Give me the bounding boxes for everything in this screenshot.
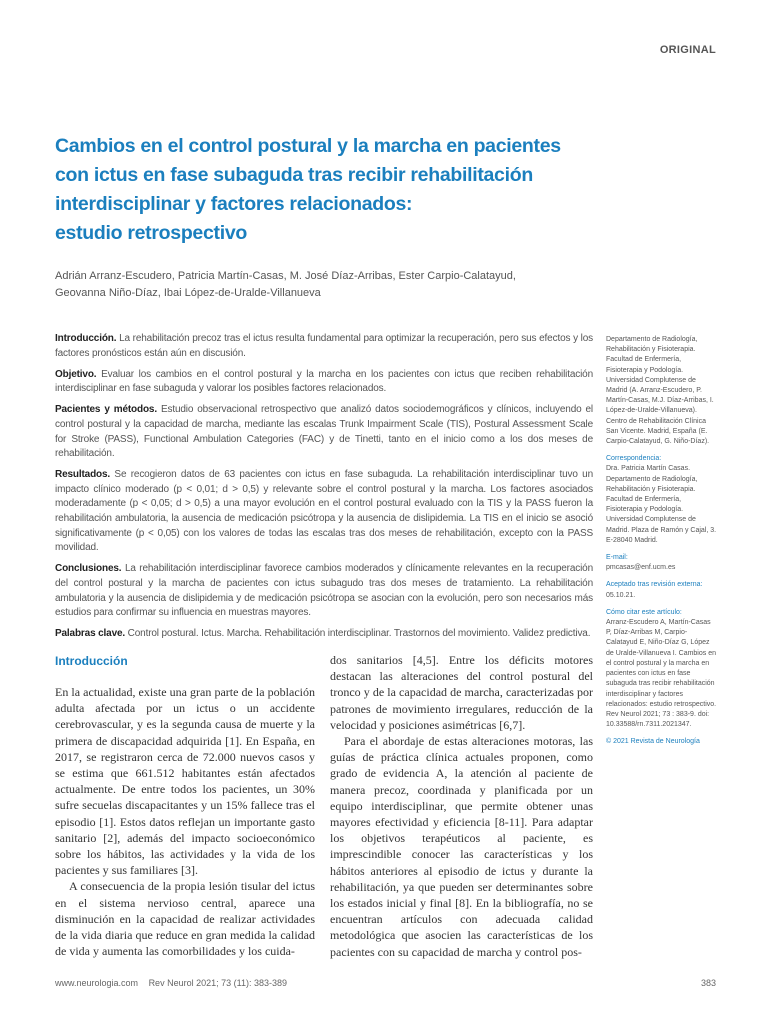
article-sidebar <box>606 335 718 755</box>
intro-heading: Introducción <box>55 654 128 668</box>
author-line: Geovanna Niño-Díaz, Ibai López-de-Uralde-Villanueva <box>55 287 321 299</box>
abstract-text: Se recogieron datos de 63 pacientes con ictus en fase subaguda. La rehabilitación interdisciplinar tuvo un impacto clínico moderado (p < 0,01; d > 0,5) y relevante sobre el control postural y la marcha. Los factores asociados moderadamente (p < 0,05; d > 0,5) a una mayor evolución en el control postural evaluado con la TIS y la PASS fueron la rehabilitación ambulatoria, la ausencia de medicación psicótropa y la ausencia de dislipidemia. La TIS en el inicio se asoció significativamente (p < 0,05) con los valores de todas las escalas tras dos meses de rehabilitación, excepto con la PASS movilidad. <box>55 469 593 554</box>
accepted-date: 05.10.21. <box>606 591 636 599</box>
title-line: con ictus en fase subaguda tras recibir rehabilitación <box>55 164 533 186</box>
section-tag: ORIGINAL <box>659 44 716 56</box>
page-footer <box>55 978 295 988</box>
body-paragraph: dos sanitarios [4,5]. Entre los déficits motores destacan las alteraciones del control postural del tronco y de la capacidad de marcha, caracterizadas por patrones de movimiento irregulares, reducción de la velocidad y posiciones asimétricas [6,7]. <box>330 653 593 732</box>
author-list <box>55 268 575 302</box>
abstract-label: Objetivo. <box>55 368 97 380</box>
article-title <box>55 132 595 248</box>
abstract-label: Pacientes y métodos. <box>55 404 157 416</box>
author-line: Adrián Arranz-Escudero, Patricia Martín-Casas, M. José Díaz-Arribas, Ester Carpio-Calatayud, <box>55 270 516 282</box>
title-line: interdisciplinar y factores relacionados: <box>55 193 413 215</box>
abstract-text: Evaluar los cambios en el control postural y la marcha en los pacientes con ictus que reciben rehabilitación interdisciplinar en fase subaguda y valorar los posibles factores relacionados. <box>55 368 594 395</box>
abstract-conclusions <box>55 562 593 620</box>
abstract-label: Resultados. <box>55 469 111 481</box>
page-number: 383 <box>700 978 716 988</box>
body-paragraph: Para el abordaje de estas alteraciones motoras, las guías de práctica clínica actuales proponen, como grado de evidencia A, la atención al paciente de manera precoz, coordinada y planificada por un equipo interdisciplinar, que permite obtener unas mayores efectividad y eficiencia [8-11]. Para adaptar los objetivos terapéuticos al paciente, es imprescindible conocer las características y los hábitos anteriores al episodio de ictus y durante la rehabilitación, ya que pueden ser determinantes sobre los estados inicial y final [8]. En la bibliografía, no se encuentran artículos con adecuada calidad metodológica que asocien las características de los pacientes con su capacidad de marcha y control pos- <box>330 734 593 959</box>
body-column-right <box>330 652 593 960</box>
citation-block <box>606 608 718 730</box>
abstract-text: Control postural. Ictus. Marcha. Rehabilitación interdisciplinar. Trastornos del movimiento. Validez predictiva. <box>127 628 591 640</box>
abstract-text: La rehabilitación precoz tras el ictus resulta fundamental para optimizar la recuperación, pero sus efectos y los factores pronósticos están aún en discusión. <box>55 333 593 359</box>
abstract-keywords <box>55 627 593 642</box>
journal-citation: Rev Neurol 2021; 73 (11): 383-389 <box>148 978 287 988</box>
abstract-text: Estudio observacional retrospectivo que analizó datos sociodemográficos y clínicos, incluyendo el control postural y la capacidad de marcha, mediante las escalas Trunk Impairment Scale (TIS), Postural Assessment Scale for Stroke (PASS), Functional Ambulation Categories (FAC) y de Tinetti, tanto en el inicio como a los dos meses de rehabilitación. <box>55 404 593 460</box>
title-line: Cambios en el control postural y la marcha en pacientes <box>55 135 561 157</box>
citation-text: Arranz-Escudero A, Martín-Casas P, Díaz-Arribas M, Carpio-Calatayud E, Niño-Díaz G, López de Uralde-Villanueva I. Cambios en el control postural y la marcha en pacientes con ictus en fase subaguda tras recibir rehabilitación interdisciplinar y factores relacionados: estudio retrospectivo. Rev Neurol 2021; 73 : 383-9. doi: 10.33588/rn.7311.2021347. <box>606 619 717 729</box>
abstract-label: Conclusiones. <box>55 563 122 575</box>
body-paragraph: En la actualidad, existe una gran parte de la población adulta afectada por un ictus o un accidente cerebrovascular, y es la segunda causa de muerte y la primera de discapacidad adquirida [1]. En España, en 2017, se registraron cerca de 72.000 nuevos casos y se estima que 661.512 habitantes están afectados actualmente. De entre todos los pacientes, un 30% sufre secuelas discapacitantes y un 15% fallece tras el episodio [1]. Estos datos reflejan un importante gasto sanitario [2], además del impacto socioeconómico sobre los hábitos, las actividades y la vida de los pacientes y sus familiares [3]. <box>55 685 315 878</box>
abstract-introduction <box>55 332 593 361</box>
correspondence <box>606 454 718 546</box>
affiliation: Departamento de Radiología, Rehabilitación y Fisioterapia. Facultad de Enfermería, Fisioterapia y Podología. Universidad Complutense de Madrid (A. Arranz-Escudero, P. Martín-Casas, M.J. Díaz-Arribas, I. López-de-Uralde-Villanueva). Centro de Rehabilitación Clínica San Vicente. Madrid, España (E. Carpio-Calatayud, G. Niño-Díaz). <box>606 336 714 446</box>
abstract-objective <box>55 368 593 397</box>
correspondence-text: Dra. Patricia Martín Casas. Departamento de Radiología, Rehabilitación y Fisioterapia. Facultad de Enfermería, Fisioterapia y Podología. Universidad Complutense de Madrid. Plaza de Ramón y Cajal, 3. E-28040 Madrid. <box>606 465 717 544</box>
email-label: E-mail: <box>606 554 628 562</box>
abstract-label: Introducción. <box>55 333 117 344</box>
citation-label: Cómo citar este artículo: <box>606 608 682 616</box>
abstract-results <box>55 468 593 556</box>
abstract-label: Palabras clave. <box>55 628 126 640</box>
abstract-text: La rehabilitación interdisciplinar favorece cambios moderados y clínicamente relevantes en la recuperación del control postural y la marcha de pacientes con ictus subagudo tras dos meses de tratamiento. La rehabilitación ambulatoria y la ausencia de dislipidemia y de medicación psicótropa se asocian con la evolución, pero son necesarios más estudios para confirmar su influencia en muestras mayores. <box>55 563 593 619</box>
abstract <box>55 332 593 648</box>
title-line: estudio retrospectivo <box>55 222 247 244</box>
accepted-block <box>606 580 718 600</box>
body-paragraph: A consecuencia de la propia lesión tisular del ictus en el sistema nervioso central, aparece una disminución en la capacidad de realizar actividades de la vida diaria que reduce en gran medida la calidad de vida y aumenta las comorbilidades y los cuida- <box>55 879 315 959</box>
abstract-methods <box>55 403 593 461</box>
copyright: © 2021 Revista de Neurología <box>606 738 700 746</box>
email-block <box>606 553 718 573</box>
accepted-label: Aceptado tras revisión externa: <box>606 581 703 589</box>
body-column-left <box>55 684 315 959</box>
correspondence-label: Correspondencia: <box>606 455 662 463</box>
email-link[interactable]: pmcasas@enf.ucm.es <box>606 564 676 572</box>
journal-website[interactable]: www.neurologia.com <box>55 978 139 988</box>
